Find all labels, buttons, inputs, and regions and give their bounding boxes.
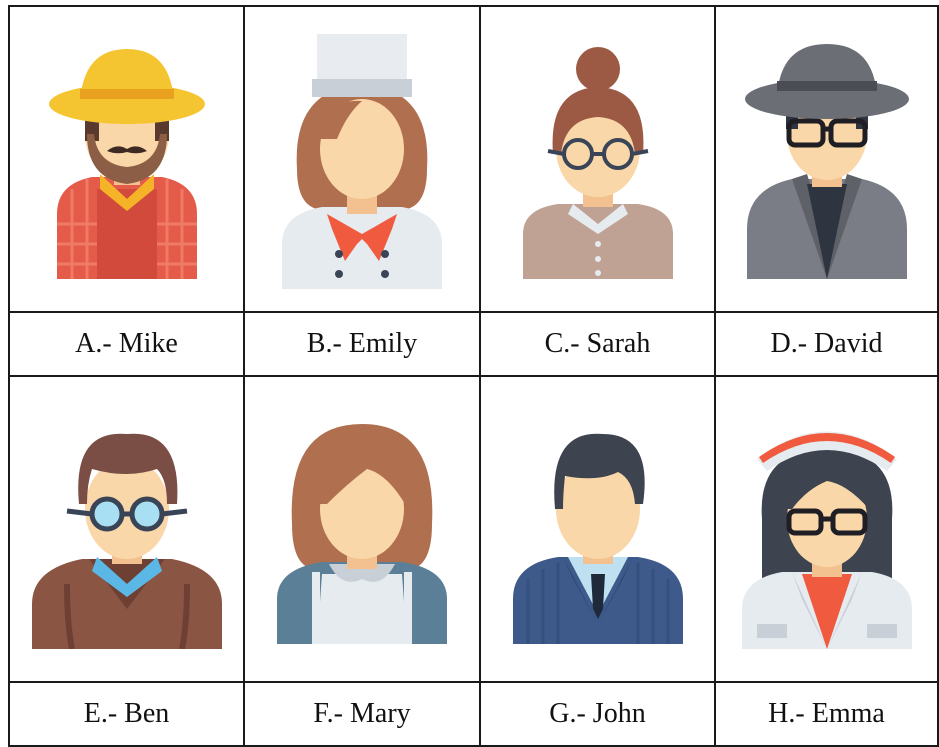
- name-cell: [9, 682, 244, 746]
- detective-avatar-icon: [732, 39, 922, 279]
- person-label: E.- Ben: [83, 698, 170, 729]
- name-cell: [715, 312, 938, 376]
- avatar-row: [9, 6, 938, 312]
- name-cell: [480, 682, 715, 746]
- person-label: H.- Emma: [768, 698, 885, 729]
- farmer-avatar-icon: [32, 39, 222, 279]
- person-label: C.- Sarah: [544, 328, 651, 359]
- woman-apron-avatar-icon: [267, 414, 457, 644]
- person-label: A.- Mike: [75, 328, 178, 359]
- avatar-cell: [715, 6, 938, 312]
- name-cell: [244, 312, 480, 376]
- nurse-avatar-icon: [737, 409, 917, 649]
- label-row: [9, 682, 938, 746]
- man-glasses-sweater-avatar-icon: [27, 409, 227, 649]
- person-label: D.- David: [770, 328, 883, 359]
- name-cell: [480, 312, 715, 376]
- name-cell: [715, 682, 938, 746]
- avatar-row: [9, 376, 938, 682]
- businessman-avatar-icon: [503, 414, 693, 644]
- name-cell: [244, 682, 480, 746]
- avatar-cell: [9, 376, 244, 682]
- avatar-cell: [480, 376, 715, 682]
- people-grid: [8, 5, 939, 747]
- avatar-cell: [244, 376, 480, 682]
- person-label: B.- Emily: [306, 328, 418, 359]
- person-label: F.- Mary: [313, 698, 411, 729]
- name-cell: [9, 312, 244, 376]
- chef-avatar-icon: [267, 29, 457, 289]
- avatar-cell: [715, 376, 938, 682]
- avatar-cell: [244, 6, 480, 312]
- avatar-cell: [9, 6, 244, 312]
- label-row: [9, 312, 938, 376]
- woman-glasses-bun-avatar-icon: [503, 39, 693, 279]
- person-label: G.- John: [549, 698, 646, 729]
- avatar-cell: [480, 6, 715, 312]
